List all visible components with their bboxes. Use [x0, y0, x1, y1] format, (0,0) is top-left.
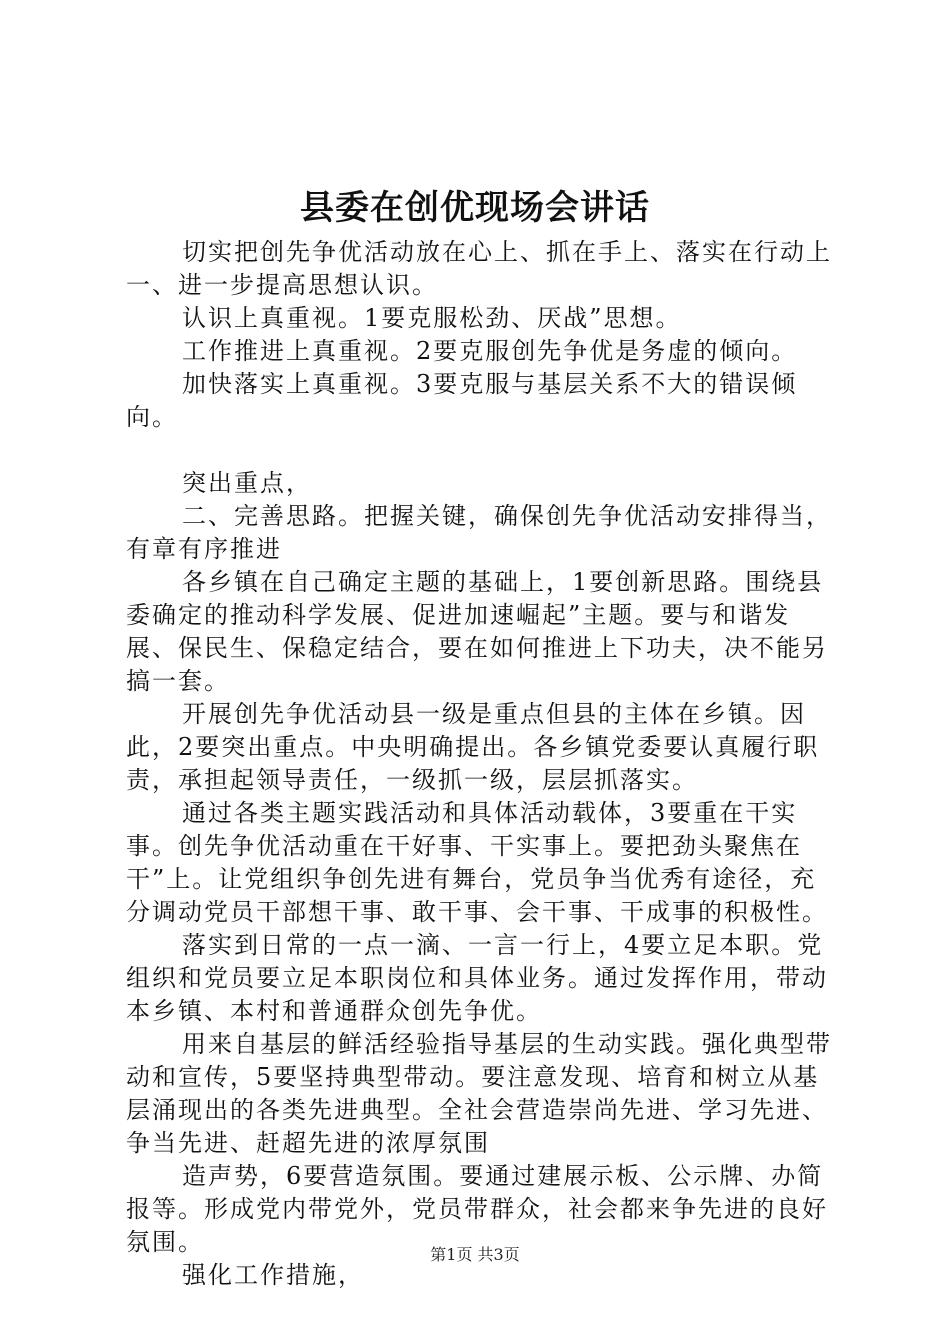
paragraph-8: 开展创先争优活动县一级是重点但县的主体在乡镇。因此，2要突出重点。中央明确提出。各乡镇党委要认真履行职责，承担起领导责任，一级抓一级，层层抓落实。: [126, 700, 820, 794]
paragraph-7: 各乡镇在自己确定主题的基础上，1要创新思路。围绕县委确定的推动科学发展、促进加速崛起”主题。要与和谐发展、保民生、保稳定结合，要在如何推进上下功夫，决不能另搞一套。: [126, 568, 828, 695]
paragraph-1: 切实把创先争优活动放在心上、抓在手上、落实在行动上一、进一步提高思想认识。: [126, 238, 832, 299]
paragraph-5: 突出重点，: [182, 469, 312, 497]
paragraph-9: 通过各类主题实践活动和具体活动载体，3要重在干实事。创先争优活动重在干好事、干实事上。要把劲头聚焦在干”上。让党组织争创先进有舞台，党员争当优秀有途径，充分调动党员干部想干事、敢干事、会干事、干成事的积极性。: [126, 799, 828, 926]
paragraph-12: 造声势，6要营造氛围。要通过建展示板、公示牌、办简报等。形成党内带党外，党员带群众，社会都来争先进的良好氛围。: [126, 1162, 828, 1256]
paragraph-10: 落实到日常的一点一滴、一言一行上，4要立足本职。党组织和党员要立足本职岗位和具体业务。通过发挥作用，带动本乡镇、本村和普通群众创先争优。: [126, 931, 828, 1025]
paragraph-11: 用来自基层的鲜活经验指导基层的生动实践。强化典型带动和宣传，5要坚持典型带动。要注意发现、培育和树立从基层涌现出的各类先进典型。全社会营造崇尚先进、学习先进、争当先进、赶超先进的浓厚氛围: [126, 1030, 832, 1157]
page-footer: 第1页 共3页: [430, 1245, 520, 1264]
document-body: [126, 236, 836, 1292]
document-title: 县委在创优现场会讲话: [300, 188, 650, 228]
paragraph-2: 认识上真重视。1要克服松劲、厌战”思想。: [182, 304, 682, 332]
paragraph-3: 工作推进上真重视。2要克服创先争优是务虚的倾向。: [182, 337, 798, 365]
paragraph-13: 强化工作措施，: [182, 1261, 364, 1289]
paragraph-spacer: [126, 434, 836, 467]
paragraph-6: 二、完善思路。把握关键，确保创先争优活动安排得当，有章有序推进: [126, 502, 832, 563]
paragraph-4: 加快落实上真重视。3要克服与基层关系不大的错误倾向。: [126, 370, 798, 431]
